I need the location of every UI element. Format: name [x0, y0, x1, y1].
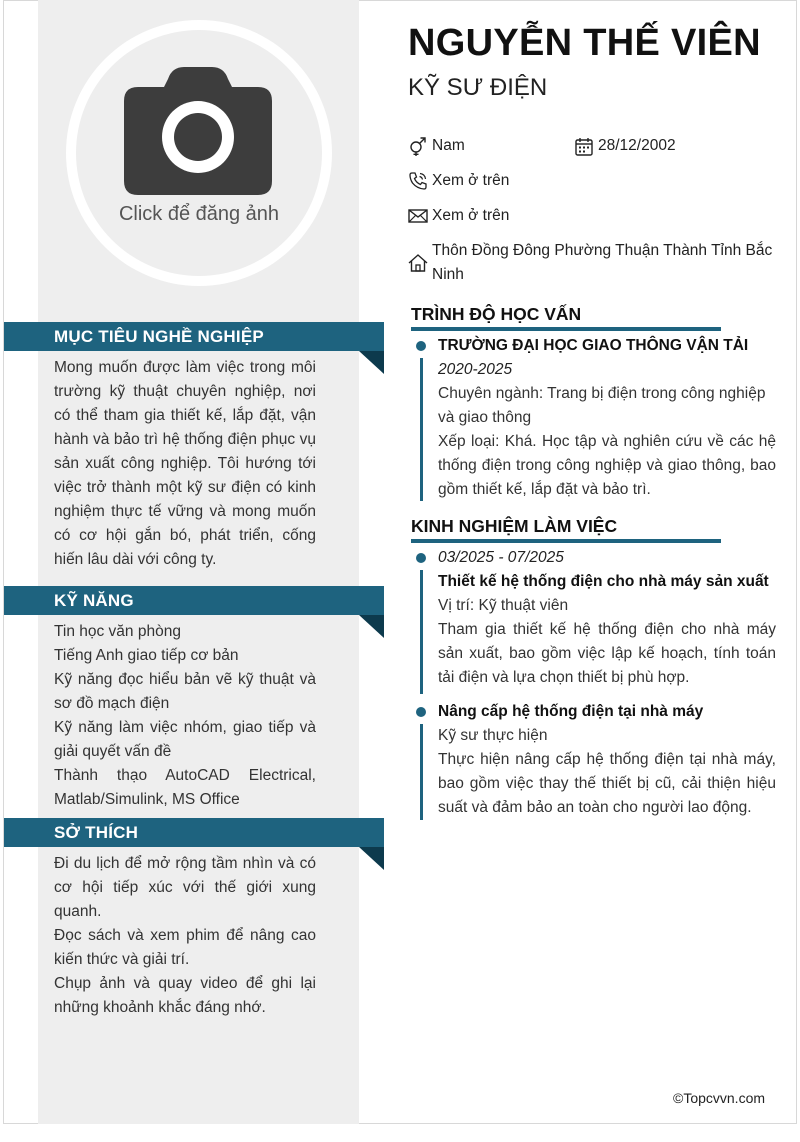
email-value: Xem ở trên [432, 207, 510, 224]
dob-row [574, 134, 774, 158]
gender-icon [408, 136, 428, 156]
experience-timeline [420, 724, 423, 820]
gender-value: Nam [432, 137, 465, 154]
education-grade: Xếp loại: Khá. Học tập và nghiên cứu về các hệ thống điện trong công nghiệp và giao thông, bao gồm thiết kế, lắp đặt và bảo trì. [438, 433, 776, 498]
hobby-item: Chụp ảnh và quay video để ghi lại những khoảnh khắc đáng nhớ. [54, 975, 316, 1016]
heading-fold [359, 615, 384, 638]
timeline-dot [416, 707, 426, 717]
dob-value: 28/12/2002 [598, 137, 676, 154]
hobbies-heading: SỞ THÍCH [4, 818, 384, 847]
skill-item: Tiếng Anh giao tiếp cơ bản [54, 647, 239, 664]
experience-entry [438, 546, 776, 690]
skill-item: Thành thạo AutoCAD Electrical, Matlab/Simulink, MS Office [54, 767, 316, 808]
timeline-dot [416, 553, 426, 563]
camera-icon[interactable] [124, 67, 272, 195]
education-heading: TRÌNH ĐỘ HỌC VẤN [411, 304, 721, 331]
email-row [408, 204, 768, 228]
hobby-item: Đọc sách và xem phim để nâng cao kiến thức và giải trí. [54, 927, 316, 968]
hobby-item: Đi du lịch để mở rộng tầm nhìn và có cơ hội tiếp xúc với thế giới xung quanh. [54, 855, 316, 920]
upload-photo-label[interactable]: Click để đăng ảnh [118, 203, 280, 225]
objective-heading: MỤC TIÊU NGHỀ NGHIỆP [4, 322, 384, 351]
job-description: Tham gia thiết kế hệ thống điện cho nhà máy sản xuất, bao gồm việc lập kế hoạch, tính toán tải điện và lựa chọn thiết bị phù hợp. [438, 621, 776, 686]
hobbies-list [54, 852, 316, 1020]
heading-fold [359, 847, 384, 870]
school-name: TRƯỜNG ĐẠI HỌC GIAO THÔNG VẬN TẢI [438, 337, 749, 354]
education-entry [438, 334, 776, 502]
gender-row [408, 134, 568, 158]
skill-item: Tin học văn phòng [54, 623, 181, 640]
skills-heading: KỸ NĂNG [4, 586, 384, 615]
job-position: Vị trí: Kỹ thuật viên [438, 597, 569, 614]
phone-row [408, 169, 768, 193]
footer-credit[interactable]: ©Topcvvn.com [673, 1090, 766, 1106]
job-title: KỸ SƯ ĐIỆN [408, 74, 548, 101]
skill-item: Kỹ năng làm việc nhóm, giao tiếp và giải quyết vấn đề [54, 719, 316, 760]
project-title: Thiết kế hệ thống điện cho nhà máy sản xuất [438, 573, 769, 590]
email-icon [408, 206, 428, 226]
address-value: Thôn Đồng Đông Phường Thuận Thành Tỉnh Bắc Ninh [432, 242, 773, 283]
phone-icon [408, 171, 428, 191]
education-period: 2020-2025 [438, 361, 513, 378]
address-row [408, 239, 780, 287]
education-timeline [420, 358, 423, 501]
calendar-icon [574, 136, 594, 156]
objective-paragraph: Mong muốn được làm việc trong môi trường kỹ thuật chuyên nghiệp, nơi có thể tham gia thiết kế, lắp đặt, vận hành và bảo trì hệ thống điện phục vụ sản xuất công nghiệp. Tôi hướng tới việc trở thành một kỹ sư điện có kinh nghiệm thực tế vững và mong muốn có cơ hội gắn bó, phát triển, cống hiến lâu dài với công ty. [54, 359, 316, 568]
timeline-dot [416, 341, 426, 351]
job-description: Thực hiện nâng cấp hệ thống điện tại nhà máy, bao gồm việc thay thế thiết bị cũ, cải thiện hiệu suất và đảm bảo an toàn cho người lao động. [438, 751, 776, 816]
full-name: NGUYỄN THẾ VIÊN [408, 22, 761, 64]
project-title: Nâng cấp hệ thống điện tại nhà máy [438, 703, 704, 720]
job-position: Kỹ sư thực hiện [438, 727, 548, 744]
job-period: 03/2025 - 07/2025 [438, 549, 564, 566]
phone-value: Xem ở trên [432, 172, 510, 189]
home-icon [408, 253, 428, 273]
experience-entry [438, 700, 776, 820]
skills-list [54, 620, 316, 812]
education-major: Chuyên ngành: Trang bị điện trong công nghiệp và giao thông [438, 385, 766, 426]
heading-fold [359, 351, 384, 374]
experience-timeline [420, 570, 423, 694]
skill-item: Kỹ năng đọc hiểu bản vẽ kỹ thuật và sơ đồ mạch điện [54, 671, 316, 712]
objective-text [54, 356, 316, 572]
experience-heading: KINH NGHIỆM LÀM VIỆC [411, 516, 721, 543]
